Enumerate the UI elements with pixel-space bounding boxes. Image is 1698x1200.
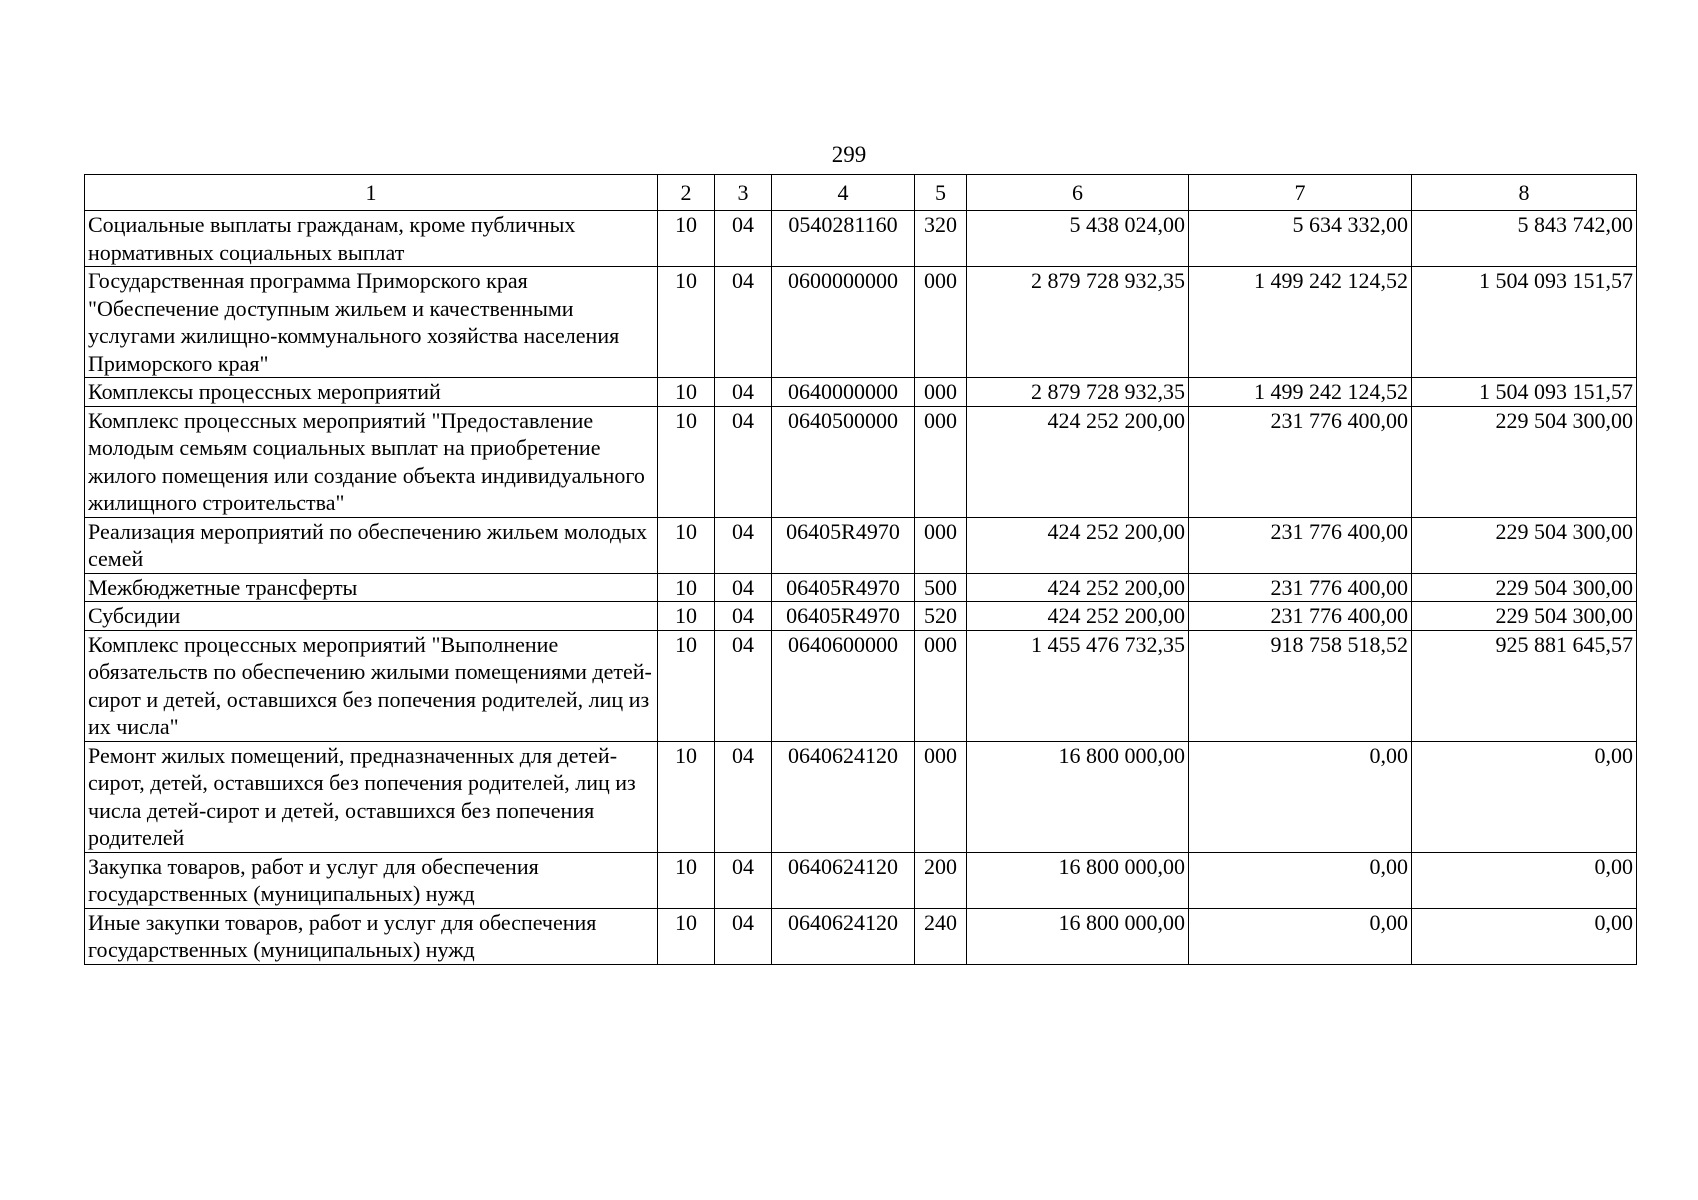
row-subsection: 04 [715, 517, 772, 573]
table-row [85, 602, 1637, 631]
row-target-code: 0640624120 [772, 908, 915, 964]
row-section: 10 [658, 517, 715, 573]
row-amount-col6: 16 800 000,00 [967, 741, 1189, 852]
row-amount-col7: 231 776 400,00 [1189, 406, 1412, 517]
table-row [85, 267, 1637, 378]
row-amount-col7: 1 499 242 124,52 [1189, 267, 1412, 378]
row-target-code: 06405R4970 [772, 602, 915, 631]
row-amount-col8: 229 504 300,00 [1412, 602, 1637, 631]
row-subsection: 04 [715, 211, 772, 267]
row-amount-col6: 5 438 024,00 [967, 211, 1189, 267]
row-amount-col6: 424 252 200,00 [967, 517, 1189, 573]
row-amount-col7: 0,00 [1189, 852, 1412, 908]
row-expense-type: 000 [915, 517, 967, 573]
row-amount-col8: 0,00 [1412, 908, 1637, 964]
row-section: 10 [658, 630, 715, 741]
header-cell: 6 [967, 175, 1189, 211]
row-name: Социальные выплаты гражданам, кроме публичных нормативных социальных выплат [85, 211, 658, 267]
row-amount-col7: 231 776 400,00 [1189, 602, 1412, 631]
row-expense-type: 240 [915, 908, 967, 964]
row-target-code: 0640624120 [772, 741, 915, 852]
row-amount-col6: 424 252 200,00 [967, 406, 1189, 517]
row-name: Реализация мероприятий по обеспечению жильем молодых семей [85, 517, 658, 573]
row-section: 10 [658, 573, 715, 602]
row-target-code: 0600000000 [772, 267, 915, 378]
row-subsection: 04 [715, 378, 772, 407]
row-amount-col7: 1 499 242 124,52 [1189, 378, 1412, 407]
row-name: Закупка товаров, работ и услуг для обеспечения государственных (муниципальных) нужд [85, 852, 658, 908]
row-section: 10 [658, 908, 715, 964]
row-section: 10 [658, 211, 715, 267]
header-cell: 1 [85, 175, 658, 211]
page-number: 299 [831, 142, 867, 167]
header-cell: 4 [772, 175, 915, 211]
row-subsection: 04 [715, 602, 772, 631]
row-subsection: 04 [715, 908, 772, 964]
row-amount-col8: 925 881 645,57 [1412, 630, 1637, 741]
row-subsection: 04 [715, 741, 772, 852]
row-amount-col7: 231 776 400,00 [1189, 517, 1412, 573]
row-expense-type: 000 [915, 630, 967, 741]
row-amount-col8: 1 504 093 151,57 [1412, 378, 1637, 407]
table-header-row [85, 175, 1637, 211]
row-name: Государственная программа Приморского края "Обеспечение доступным жильем и качественными услугами жилищно-коммунального хозяйства населения Приморского края" [85, 267, 658, 378]
row-section: 10 [658, 378, 715, 407]
row-expense-type: 500 [915, 573, 967, 602]
row-subsection: 04 [715, 573, 772, 602]
row-amount-col7: 0,00 [1189, 908, 1412, 964]
row-amount-col8: 1 504 093 151,57 [1412, 267, 1637, 378]
row-amount-col6: 2 879 728 932,35 [967, 267, 1189, 378]
row-target-code: 06405R4970 [772, 517, 915, 573]
row-subsection: 04 [715, 267, 772, 378]
row-amount-col8: 0,00 [1412, 852, 1637, 908]
row-section: 10 [658, 852, 715, 908]
header-cell: 7 [1189, 175, 1412, 211]
table-row [85, 630, 1637, 741]
row-name: Комплекс процессных мероприятий "Предоставление молодым семьям социальных выплат на приобретение жилого помещения или создание объекта индивидуального жилищного строительства" [85, 406, 658, 517]
row-amount-col7: 231 776 400,00 [1189, 573, 1412, 602]
row-amount-col8: 0,00 [1412, 741, 1637, 852]
row-target-code: 0640500000 [772, 406, 915, 517]
row-name: Межбюджетные трансферты [85, 573, 658, 602]
row-expense-type: 000 [915, 267, 967, 378]
table-body [85, 211, 1637, 965]
row-amount-col8: 229 504 300,00 [1412, 517, 1637, 573]
row-section: 10 [658, 406, 715, 517]
table-row [85, 852, 1637, 908]
row-amount-col6: 424 252 200,00 [967, 602, 1189, 631]
table-row [85, 908, 1637, 964]
row-expense-type: 200 [915, 852, 967, 908]
row-amount-col6: 16 800 000,00 [967, 908, 1189, 964]
header-cell: 5 [915, 175, 967, 211]
row-amount-col7: 0,00 [1189, 741, 1412, 852]
row-section: 10 [658, 741, 715, 852]
row-section: 10 [658, 602, 715, 631]
row-amount-col8: 229 504 300,00 [1412, 406, 1637, 517]
row-amount-col7: 5 634 332,00 [1189, 211, 1412, 267]
row-name: Комплексы процессных мероприятий [85, 378, 658, 407]
table-row [85, 741, 1637, 852]
header-cell: 2 [658, 175, 715, 211]
table-row [85, 573, 1637, 602]
row-target-code: 0640600000 [772, 630, 915, 741]
row-subsection: 04 [715, 630, 772, 741]
row-name: Субсидии [85, 602, 658, 631]
row-target-code: 0640000000 [772, 378, 915, 407]
row-amount-col6: 424 252 200,00 [967, 573, 1189, 602]
row-amount-col8: 229 504 300,00 [1412, 573, 1637, 602]
row-name: Комплекс процессных мероприятий "Выполнение обязательств по обеспечению жилыми помещениями детей-сирот и детей, оставшихся без попечения родителей, лиц из их числа" [85, 630, 658, 741]
row-expense-type: 520 [915, 602, 967, 631]
row-amount-col8: 5 843 742,00 [1412, 211, 1637, 267]
row-expense-type: 000 [915, 406, 967, 517]
row-target-code: 0640624120 [772, 852, 915, 908]
row-amount-col6: 1 455 476 732,35 [967, 630, 1189, 741]
row-subsection: 04 [715, 852, 772, 908]
budget-table [84, 174, 1637, 965]
header-cell: 3 [715, 175, 772, 211]
row-target-code: 06405R4970 [772, 573, 915, 602]
table-row [85, 378, 1637, 407]
row-amount-col7: 918 758 518,52 [1189, 630, 1412, 741]
row-expense-type: 320 [915, 211, 967, 267]
row-target-code: 0540281160 [772, 211, 915, 267]
row-expense-type: 000 [915, 741, 967, 852]
table-row [85, 211, 1637, 267]
row-name: Иные закупки товаров, работ и услуг для обеспечения государственных (муниципальных) нужд [85, 908, 658, 964]
table-row [85, 517, 1637, 573]
row-subsection: 04 [715, 406, 772, 517]
row-expense-type: 000 [915, 378, 967, 407]
row-amount-col6: 16 800 000,00 [967, 852, 1189, 908]
header-cell: 8 [1412, 175, 1637, 211]
row-section: 10 [658, 267, 715, 378]
row-name: Ремонт жилых помещений, предназначенных для детей-сирот, детей, оставшихся без попечения родителей, лиц из числа детей-сирот и детей, оставшихся без попечения родителей [85, 741, 658, 852]
table-row [85, 406, 1637, 517]
row-amount-col6: 2 879 728 932,35 [967, 378, 1189, 407]
